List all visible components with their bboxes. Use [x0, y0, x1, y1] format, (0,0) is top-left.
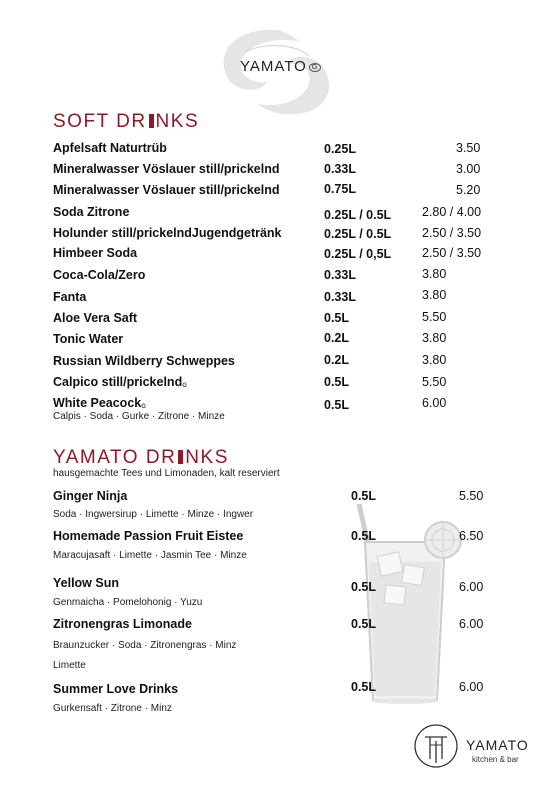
list-item: Russian Wildberry Schweppes — [53, 354, 235, 368]
item-price: 3.80 — [422, 331, 447, 345]
footer-logo-icon — [413, 723, 459, 769]
item-size: 0.33L — [324, 290, 356, 304]
list-item: Apfelsaft Naturtrüb — [53, 141, 167, 155]
item-size: 0.5L — [351, 489, 377, 503]
item-description: Braunzucker · Soda · Zitronengras · Minz — [53, 640, 237, 651]
list-item: White PeacockG — [53, 396, 146, 410]
item-size: 0.33L — [324, 268, 356, 282]
item-price: 5.50 — [459, 489, 484, 503]
list-item: Calpico still/prickelndG — [53, 375, 187, 389]
footer-brand: YAMATO — [466, 737, 529, 753]
list-item: Tonic Water — [53, 332, 124, 346]
item-price: 6.00 — [459, 617, 484, 631]
item-size: 0.2L — [324, 353, 350, 367]
item-description: Genmaicha · Pomelohonig · Yuzu — [53, 597, 203, 608]
item-size: 0.5L — [351, 529, 377, 543]
item-price: 2.50 / 3.50 — [422, 246, 482, 260]
item-price: 5.20 — [456, 183, 481, 197]
list-item: Soda Zitrone — [53, 205, 130, 219]
item-price: 3.00 — [456, 162, 481, 176]
list-item: Himbeer Soda — [53, 246, 138, 260]
list-item: Homemade Passion Fruit Eistee — [53, 529, 244, 543]
item-price: 2.50 / 3.50 — [422, 226, 482, 240]
soft-drinks-title: SOFT DR NKS — [53, 111, 200, 132]
header-logo-text: YAMATO G — [240, 58, 321, 75]
item-size: 0.5L — [324, 311, 350, 325]
item-size: 0.5L — [351, 580, 377, 594]
item-price: 3.80 — [422, 353, 447, 367]
item-size: 0.25L / 0.5L — [324, 227, 392, 241]
yamato-drinks-subtitle: hausgemachte Tees und Limonaden, kalt reserviert — [53, 468, 280, 479]
item-description: Soda · Ingwersirup · Limette · Minze · Ingwer — [53, 509, 254, 520]
list-item: Zitronengras Limonade — [53, 617, 192, 631]
item-price: 5.50 — [422, 375, 447, 389]
list-item: Fanta — [53, 290, 87, 304]
item-size: 0.25L / 0.5L — [324, 208, 392, 222]
list-item: Summer Love Drinks — [53, 682, 179, 696]
item-price: 6.00 — [459, 680, 484, 694]
item-size: 0.5L — [324, 375, 350, 389]
item-size: 0.5L — [324, 398, 350, 412]
list-item: Coca-Cola/Zero — [53, 268, 146, 282]
item-size: 0.75L — [324, 182, 356, 196]
item-size: 0.5L — [351, 617, 377, 631]
item-size: 0.33L — [324, 162, 356, 176]
footer-tagline: kitchen & bar — [472, 755, 519, 764]
item-size: 0.5L — [351, 680, 377, 694]
item-price: 6.50 — [459, 529, 484, 543]
item-description: Limette — [53, 660, 86, 671]
item-price: 3.80 — [422, 288, 447, 302]
item-description: Calpis · Soda · Gurke · Zitrone · Minze — [53, 411, 225, 422]
list-item: Yellow Sun — [53, 576, 119, 590]
list-item: Holunder still/prickelndJugendgetränk — [53, 226, 282, 240]
list-item: Mineralwasser Vöslauer still/prickelnd — [53, 183, 280, 197]
item-size: 0.25L — [324, 142, 356, 156]
item-price: 5.50 — [422, 310, 447, 324]
yamato-drinks-title: YAMATO DR NKS — [53, 447, 229, 468]
item-price: 6.00 — [422, 396, 447, 410]
list-item: Mineralwasser Vöslauer still/prickelnd — [53, 162, 280, 176]
item-price: 3.50 — [456, 141, 481, 155]
item-description: Gurkensaft · Zitrone · Minz — [53, 703, 172, 714]
item-size: 0.2L — [324, 331, 350, 345]
item-size: 0.25L / 0,5L — [324, 247, 392, 261]
item-price: 2.80 / 4.00 — [422, 205, 482, 219]
item-price: 6.00 — [459, 580, 484, 594]
item-description: Maracujasaft · Limette · Jasmin Tee · Minze — [53, 550, 247, 561]
list-item: Aloe Vera Saft — [53, 311, 138, 325]
item-price: 3.80 — [422, 267, 447, 281]
list-item: Ginger Ninja — [53, 489, 128, 503]
